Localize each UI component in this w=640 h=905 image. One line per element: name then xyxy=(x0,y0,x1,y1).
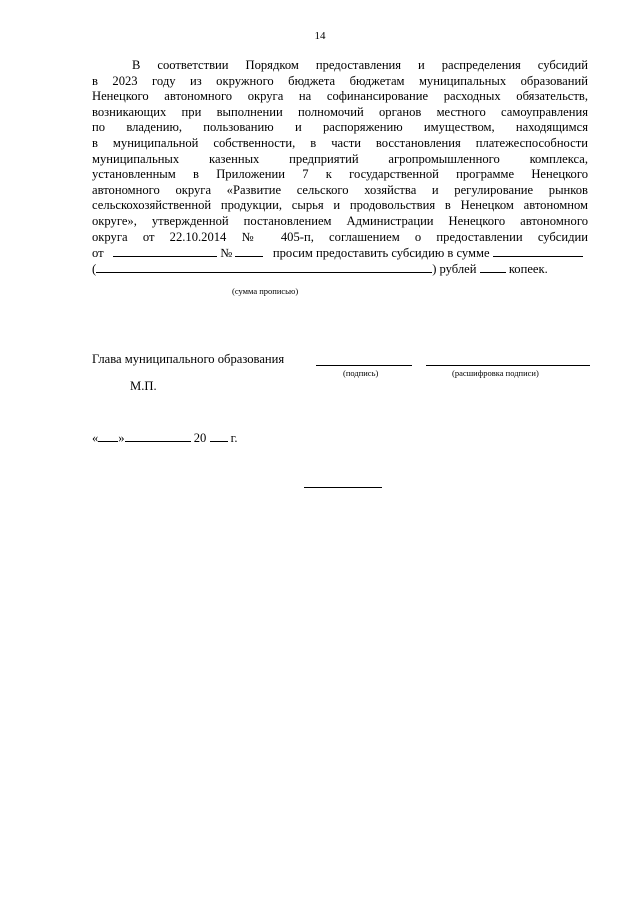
sum-line xyxy=(92,261,588,277)
year-blank[interactable] xyxy=(210,430,228,442)
paragraph-line: округа от 22.10.2014 № 405-п, соглашением о предоставлении субсидии xyxy=(92,229,588,244)
paragraph-line: округе», утвержденной постановлением Администрации Ненецкого автономного xyxy=(92,213,588,228)
main-paragraph xyxy=(92,58,588,276)
year-prefix: 20 xyxy=(193,431,207,445)
decoding-caption: (расшифровка подписи) xyxy=(452,368,539,378)
paragraph-line: В соответствии Порядком предоставления и распределения субсидий xyxy=(132,58,588,72)
kopecks-label: копеек. xyxy=(508,261,548,276)
number-sign: № xyxy=(220,246,233,261)
paragraph-line: автономного округа «Развитие сельского хозяйства и регулирование рынков xyxy=(92,182,588,197)
close-quote: » xyxy=(118,431,125,445)
paragraph-line: в муниципальной собственности, в части восстановления платежеспособности xyxy=(92,135,588,150)
paragraph-line: установленным в Приложении 7 к государственной программе Ненецкого xyxy=(92,167,588,182)
paragraph-line: сельскохозяйственной продукции, сырья и продовольствия в Ненецком автономном xyxy=(92,198,588,213)
year-suffix: г. xyxy=(230,431,238,445)
signature-caption: (подпись) xyxy=(343,368,379,378)
page-number: 14 xyxy=(314,30,326,42)
date-blank[interactable] xyxy=(113,245,217,257)
from-label: от xyxy=(92,246,104,261)
signature-label: Глава муниципального образования xyxy=(92,352,285,366)
sum-open-paren: ( xyxy=(92,261,97,276)
month-blank[interactable] xyxy=(125,430,191,442)
open-quote: « xyxy=(92,431,99,445)
stamp-place: М.П. xyxy=(130,379,157,393)
sum-in-words-blank[interactable] xyxy=(96,261,432,273)
paragraph-line: по владению, пользованию и распоряжению имуществом, находящимся xyxy=(92,120,588,135)
request-line xyxy=(92,245,588,261)
kopecks-blank[interactable] xyxy=(480,261,506,273)
request-text: просим предоставить субсидию в сумме xyxy=(272,246,490,261)
signature-decoding-blank[interactable] xyxy=(426,365,590,366)
paragraph-line: в 2023 году из окружного бюджета бюджетам муниципальных образований xyxy=(92,73,588,88)
signature-blank[interactable] xyxy=(316,365,412,366)
day-blank[interactable] xyxy=(98,430,118,442)
number-blank[interactable] xyxy=(235,245,263,257)
paragraph-line: муниципальных казенных предприятий агропромышленного комплекса, xyxy=(92,151,588,166)
date-line xyxy=(92,430,238,446)
amount-blank[interactable] xyxy=(493,245,583,257)
sum-caption: (сумма прописью) xyxy=(232,286,299,296)
paragraph-line: возникающих при выполнении полномочий органов местного самоуправления xyxy=(92,104,588,119)
end-divider xyxy=(304,487,382,488)
paragraph-line: Ненецкого автономного округа на софинансирование расходных обязательств, xyxy=(92,89,588,104)
rubles-label: ) рублей xyxy=(432,261,477,276)
